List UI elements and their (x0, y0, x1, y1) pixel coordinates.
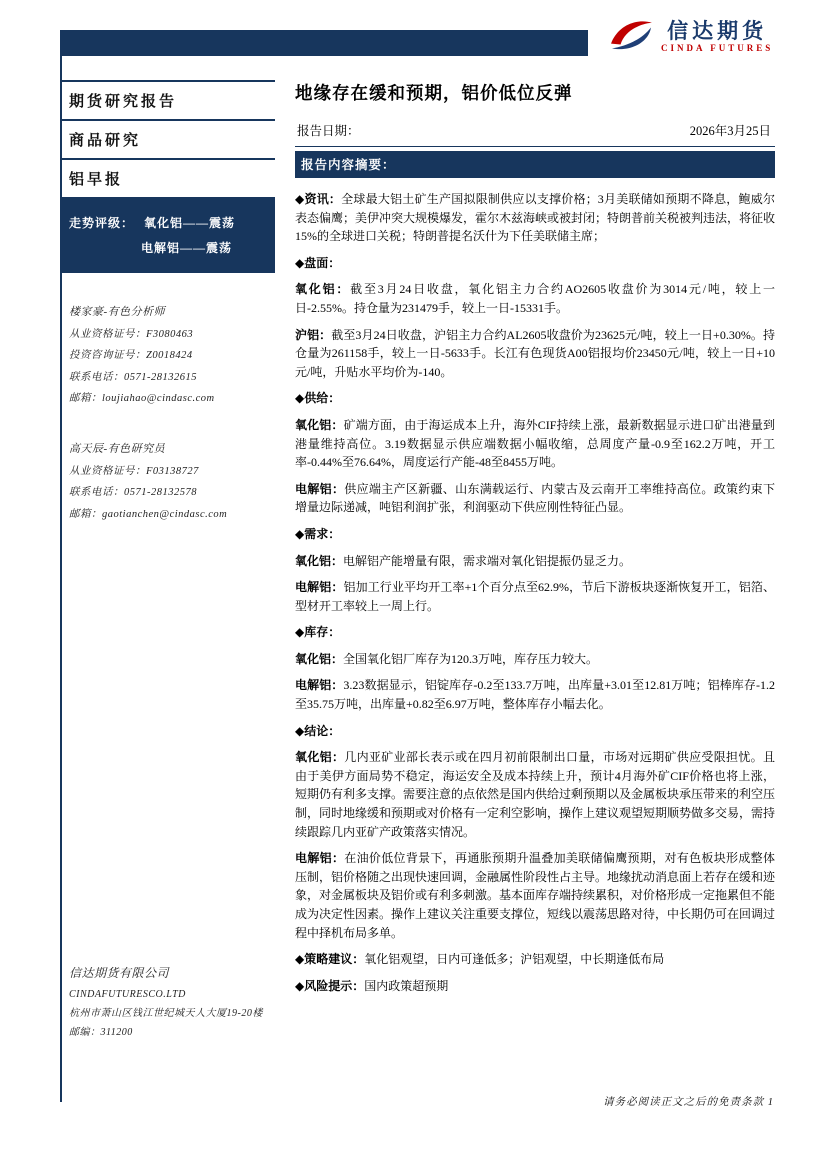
sidebar-item-aluminum-morning-report (60, 160, 275, 199)
rating-alumina-value: 氧化铝——震荡 (144, 216, 236, 230)
report-date-row (295, 121, 775, 147)
disclaimer-note: 请务必阅读正文之后的免责条款 1 (603, 1097, 774, 1108)
analyst-phone: 联系电话：0571-28132578 (69, 487, 197, 499)
company-address: 杭州市萧山区钱江世纪城天人大厦19-20楼 (69, 1007, 263, 1019)
header-bar (60, 30, 588, 56)
trend-rating-box (60, 199, 275, 273)
logo-swoosh-icon (608, 17, 654, 55)
report-date-label: 报告日期： (297, 124, 360, 138)
paragraph-market-header: ◆盘面： (295, 255, 341, 270)
company-name-en: CINDAFUTURESCO.LTD (69, 988, 186, 1000)
paragraph-news: ◆资讯：全球最大铝土矿生产国拟限制供应以支撑价格；3月美联储如预期不降息，鲍威尔表态偏鹰；美伊冲突大规模爆发，霍尔木兹海峡或被封闭；特朗普前关税被判违法，将征收15%的全球进口关税；特朗普提名沃什为下任美联储主席； (295, 192, 776, 244)
sidebar-item-commodity-research (60, 121, 275, 160)
paragraph-inventory-header: ◆库存： (295, 625, 341, 640)
paragraph-inventory-alumina: 氧化铝：全国氧化铝厂库存为120.3万吨，库存压力较大。 (295, 651, 599, 666)
paragraph-supply-alumina: 氧化铝：矿端方面，由于海运成本上升，海外CIF持续上涨，最新数据显示进口矿出港量到港量维持高位。3.19数据显示供应端数据小幅收缩，总周度产量-0.9至162.2万吨，开工率-0.44%至76.64%，周度运行产能-48至8455万吨。 (295, 417, 775, 470)
rating-electrolytic-value: 电解铝——震荡 (141, 241, 233, 256)
sidebar-sections (60, 80, 275, 199)
company-name-cn: 信达期货有限公司 (69, 966, 170, 980)
page-title: 地缘存在缓和预期，铝价低位反弹 (295, 83, 573, 103)
paragraph-inventory-electrolytic: 电解铝：3.23数据显示，铝锭库存-0.2至133.7万吨，出库量+3.01至12.81万吨；铝棒库存-1.2至35.75万吨，出库量+0.82至6.97万吨，整体库存小幅去化。 (295, 678, 775, 712)
paragraph-strategy: ◆策略建议：氧化铝观望，日内可逢低多；沪铝观望，中长期逢低布局 (295, 952, 665, 967)
paragraph-conclusion-header: ◆结论： (295, 723, 341, 738)
report-body (295, 80, 775, 1003)
brand-name-en: CINDA FUTURES (661, 43, 774, 54)
paragraph-risk: ◆风险提示：国内政策超预期 (295, 978, 449, 993)
brand-name-cn: 信达期货 (667, 18, 768, 43)
rating-line-alumina (69, 211, 267, 236)
paragraph-conclusion-alumina: 氧化铝：几内亚矿业部长表示或在四月初前限制出口量，市场对远期矿供应受限担忧。且由于美伊方面局势不稳定，海运安全及成本持续上升，预计4月海外矿CIF价格也将上涨，短期仍有利多支撑。需要注意的点依然是国内供给过剩预期以及金属板块承压带来的利空压制，同时地缘缓和预期或对价格有一定利空影响，操作上建议观望短期顺势做多交易，需持续跟踪几内亚矿产政策落实情况。 (295, 750, 776, 839)
company-info (69, 962, 279, 1042)
analyst-info-1 (60, 301, 275, 410)
sidebar-item-label: 铝早报 (69, 172, 124, 188)
analyst-phone: 联系电话：0571-28132615 (69, 371, 197, 383)
paragraph-supply-electrolytic: 电解铝：供应端主产区新疆、山东满载运行、内蒙古及云南开工率维持高位。政策约束下增量边际递减，吨铝利润扩张，利润驱动下供应刚性特征凸显。 (295, 481, 775, 515)
analyst-qualification-no: 从业资格证号：F3080463 (69, 328, 194, 340)
analyst-qualification-no: 从业资格证号：F03138727 (69, 465, 199, 477)
paragraph-conclusion-electrolytic: 电解铝：在油价低位背景下，再通胀预期升温叠加美联储偏鹰预期，对有色板块形成整体压制，铝价格随之出现快速回调，金融属性阶段性占主导。地缘扰动消息面上若存在缓和迹象，对金属板块及铝价或有利多刺激。基本面库存端持续累积，对价格形成一定拖累但不能成为决定性因素。操作上建议关注重要支撑位，短线以震荡思路对待，中长期仍可在回调过程中择机布局多单。 (295, 851, 776, 940)
sidebar-item-label: 期货研究报告 (69, 94, 178, 110)
company-postcode: 邮编：311200 (69, 1026, 133, 1038)
rating-label: 走势评级： (69, 216, 135, 230)
analyst-name: 高天辰-有色研究员 (69, 442, 166, 455)
report-date-value: 2026年3月25日 (689, 124, 771, 138)
analyst-email: 邮箱：loujiahao@cindasc.com (69, 393, 215, 405)
paragraph-demand-electrolytic: 电解铝：铝加工行业平均开工率+1个百分点至62.9%，节后下游板块逐渐恢复开工，铝箔、型材开工率较上一周上行。 (295, 580, 775, 613)
analyst-advisory-no: 投资咨询证号：Z0018424 (69, 350, 193, 362)
sidebar-item-futures-research-report (60, 82, 275, 121)
analyst-info-2 (60, 438, 275, 525)
summary-content (295, 190, 775, 995)
paragraph-market-alumina: 氧化铝：截至3月24日收盘，氧化铝主力合约AO2605收盘价为3014元/吨，较上一日-2.55%。持仓量为231479手，较上一日-15331手。 (295, 282, 775, 315)
paragraph-supply-header: ◆供给： (295, 391, 341, 406)
summary-header: 报告内容摘要： (295, 151, 775, 178)
paragraph-demand-header: ◆需求： (295, 526, 341, 541)
paragraph-demand-alumina: 氧化铝：电解铝产能增量有限，需求端对氧化铝提振仍显乏力。 (295, 553, 632, 568)
paragraph-market-shfe-al: 沪铝：截至3月24日收盘，沪铝主力合约AL2605收盘价为23625元/吨，较上一日+0.30%。持仓量为261158手，较上一日-5633手。长江有色现货A00铝报均价23450元/吨，较上一日+10元/吨，升贴水平均价为-140。 (295, 327, 775, 379)
sidebar-item-label: 商品研究 (69, 133, 142, 149)
analyst-email: 邮箱：gaotianchen@cindasc.com (69, 508, 228, 520)
analyst-name: 楼家豪-有色分析师 (69, 306, 166, 319)
sidebar (60, 80, 275, 525)
brand-logo (608, 12, 778, 60)
brand-name (661, 19, 773, 53)
